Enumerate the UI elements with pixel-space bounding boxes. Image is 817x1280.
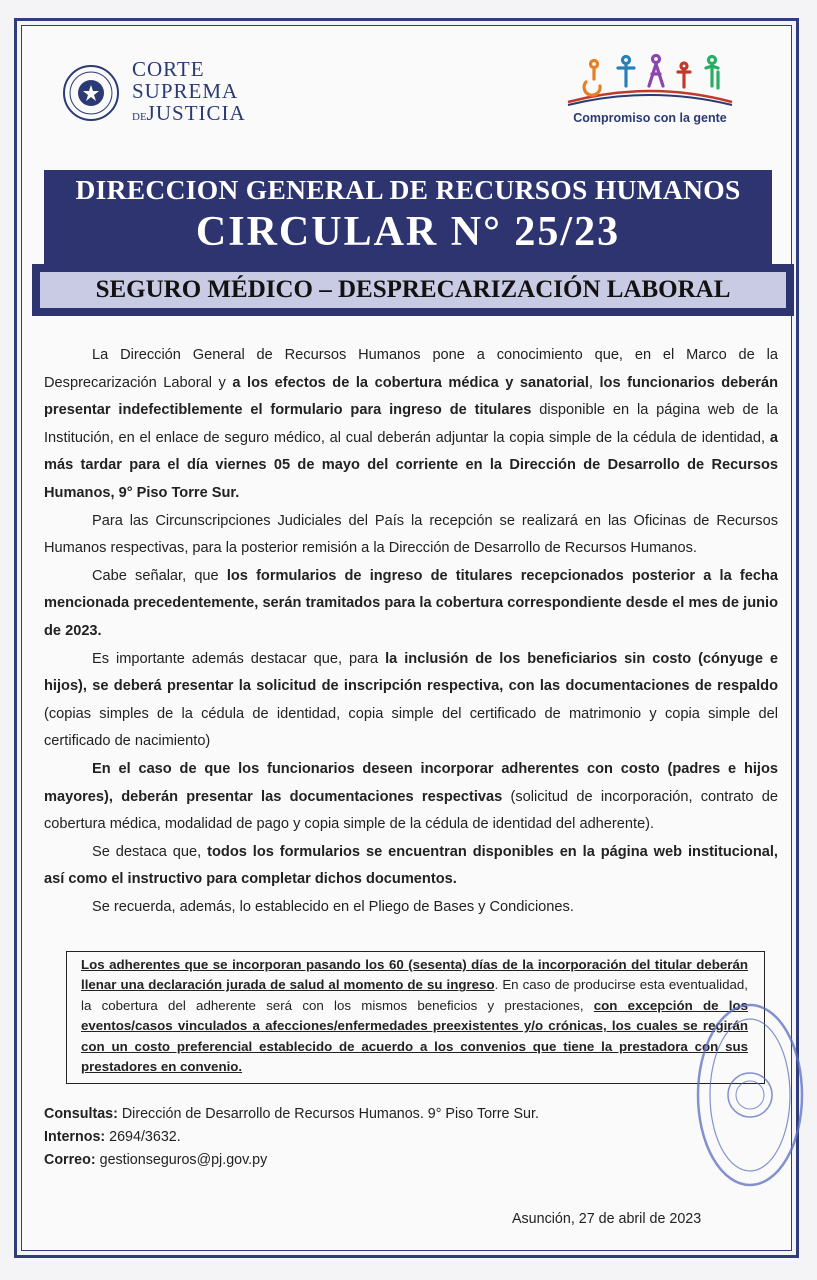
institution-line-1: CORTE [132,57,205,81]
people-figures-icon [560,52,740,108]
notice-part-c: con excepción de los eventos/casos vinculados a afecciones/enfermedades preexistentes y/o crónicas, los cuales se regirán con un costo preferencial establecido de acuerdo a los convenios que tiene la prestadora con sus prestadores en convenio. [81,997,748,1075]
paragraph-2: Para las Circunscripciones Judiciales del País la recepción se realizará en las Oficinas de Recursos Humanos respectivas, para la posterior remisión a la Dirección de Desarrollo de Recursos Humanos. [44,512,778,557]
subject-bar [32,264,794,316]
issue-date: Asunción, 27 de abril de 2023 [512,1211,702,1227]
notice-box [66,951,765,1084]
paragraph-6: Se destaca que, todos los formularios se encuentran disponibles en la página web institucional, así como el instructivo para completar dichos documentos. [44,843,778,888]
official-stamp-icon [692,1000,804,1190]
institution-line-2: SUPREMA [132,79,239,103]
corte-suprema-logo [62,58,246,128]
email-link[interactable]: gestionseguros@pj.gov.py [95,1152,268,1168]
institution-de: DE [132,111,147,123]
consultas-line: Consultas: Dirección de Desarrollo de Recursos Humanos. 9° Piso Torre Sur. [44,1106,539,1122]
contact-block [44,1103,539,1172]
circular-body [44,342,778,921]
national-seal-icon [62,64,120,122]
notice-part-a: Los adherentes que se incorporan pasando los 60 (sesenta) días de la incorporación del titular deberán llenar una declaración jurada de salud al momento de su ingreso [81,957,748,993]
institution-line-3: JUSTICIA [146,101,246,125]
subject-title: SEGURO MÉDICO – DESPRECARIZACIÓN LABORAL [95,276,731,303]
tagline: Compromiso con la gente [573,111,727,125]
correo-line: Correo: gestionseguros@pj.gov.py [44,1152,268,1168]
department-title: DIRECCION GENERAL DE RECURSOS HUMANOS [75,174,741,205]
paragraph-1: La Dirección General de Recursos Humanos pone a conocimiento que, en el Marco de la Desprecarización Laboral y a los efectos de la cobertura médica y sanatorial, los funcionarios deberán presentar indefectiblemente el formulario para ingreso de titulares disponible en la página web de la Institución, en el enlace de seguro médico, al cual deberán adjuntar la copia simple de la cédula de identidad, a más tardar para el día viernes 05 de mayo del corriente en la Dirección de Desarrollo de Recursos Humanos, 9° Piso Torre Sur. [44,347,778,501]
title-banner [44,170,772,270]
compromiso-logo [555,52,745,125]
paragraph-5: En el caso de que los funcionarios deseen incorporar adherentes con costo (padres e hijos mayores), deberán presentar las documentaciones respectivas (solicitud de incorporación, contrato de cobertura médica, modalidad de pago y copia simple de la cédula de identidad del adherente). [44,760,778,833]
circular-number: CIRCULAR N° 25/23 [195,209,621,255]
institution-name [132,58,246,128]
paragraph-4: Es importante además destacar que, para la inclusión de los beneficiarios sin costo (cónyuge e hijos), se deberá presentar la solicitud de inscripción respectiva, con las documentaciones de respaldo (copias simples de la cédula de identidad, copia simple del certificado de matrimonio y copia simple del certificado de nacimiento) [44,650,778,750]
internos-line: Internos: 2694/3632. [44,1129,181,1145]
notice-part-b: . En caso de producirse esta eventualidad, la cobertura del adherente será con los mismos beneficios y prestaciones, [81,977,748,1013]
paragraph-7: Se recuerda, además, lo establecido en el Pliego de Bases y Condiciones. [92,898,574,915]
paragraph-3: Cabe señalar, que los formularios de ingreso de titulares recepcionados posterior a la fecha mencionada precedentemente, serán tramitados para la cobertura correspondiente desde el mes de junio de 2023. [44,567,778,639]
